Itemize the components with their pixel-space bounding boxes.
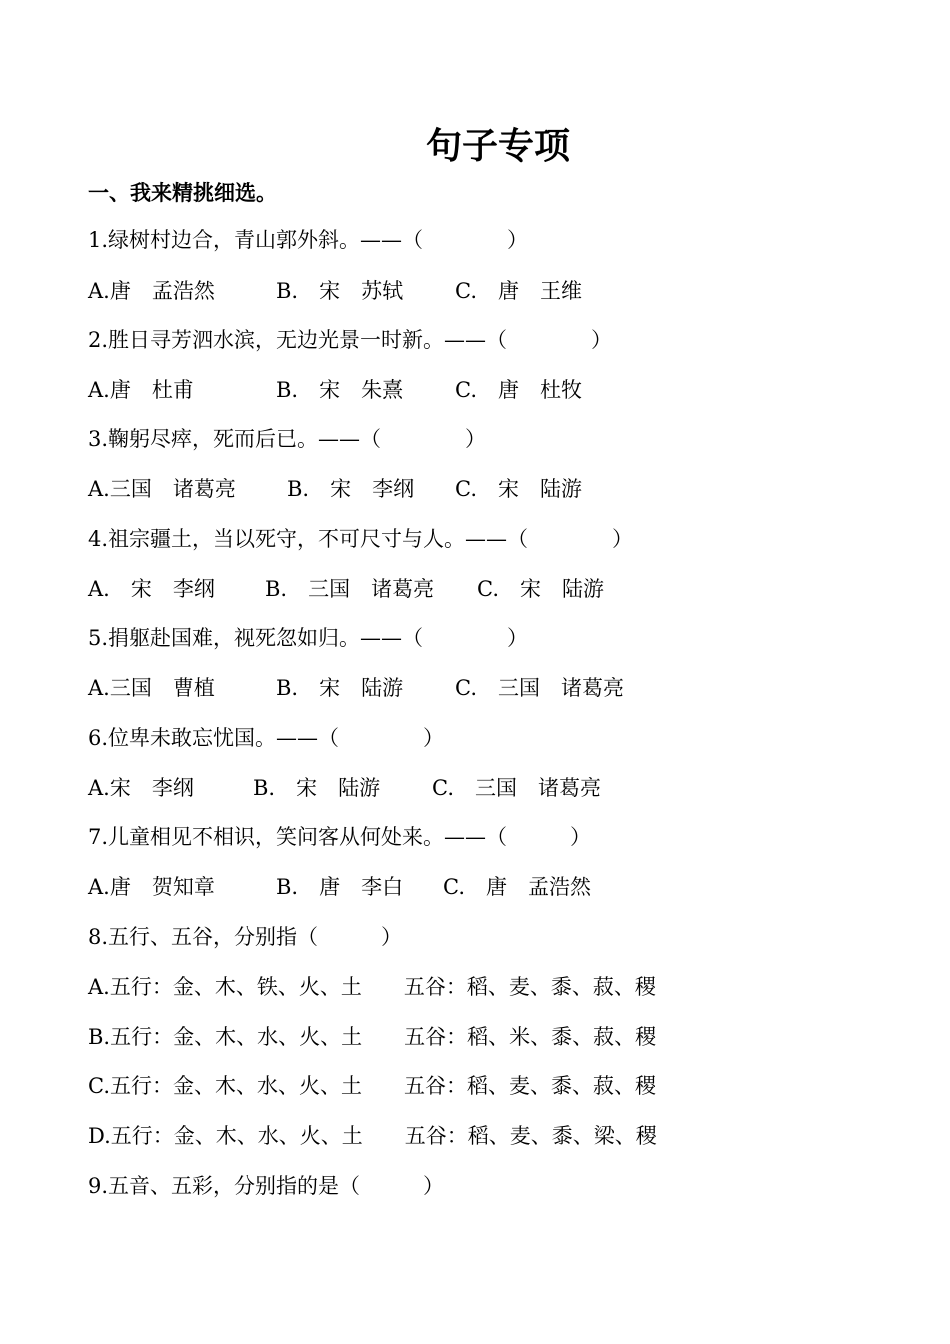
question-stem: 8.五行、五谷，分别指（ ） [88, 925, 403, 949]
question-options [88, 773, 788, 803]
option-c: C. 唐 孟浩然 [443, 875, 591, 899]
option-c: C. 唐 杜牧 [455, 378, 582, 402]
option-c: C. 宋 陆游 [477, 577, 604, 601]
option-c: C. 三国 诸葛亮 [455, 676, 624, 700]
option-a: A.三国 诸葛亮 [88, 477, 236, 501]
question-options [88, 276, 788, 306]
section-heading: 一、我来精挑细选。 [88, 181, 277, 205]
option-a: A. 宋 李纲 [88, 577, 215, 601]
option-a: A.三国 曹植 [88, 676, 215, 700]
option-b: B. 宋 苏轼 [276, 279, 404, 303]
question-options [88, 872, 788, 902]
option-a: A.唐 贺知章 [88, 875, 215, 899]
question-options [88, 673, 788, 703]
option-b: B. 宋 李纲 [287, 477, 415, 501]
option-b: B. 三国 诸葛亮 [265, 577, 435, 601]
option-a: A.宋 李纲 [88, 776, 194, 800]
option-c: C. 宋 陆游 [455, 477, 582, 501]
option-a: A.五行：金、木、铁、火、土 五谷：稻、麦、黍、菽、稷 [88, 975, 656, 999]
option-b: B. 宋 朱熹 [276, 378, 404, 402]
question-stem: 7.儿童相见不相识，笑问客从何处来。——（ ） [88, 825, 592, 849]
option-c: C. 三国 诸葛亮 [432, 776, 601, 800]
option-b: B. 唐 李白 [276, 875, 404, 899]
option-c: C. 唐 王维 [455, 279, 582, 303]
option-b: B. 宋 陆游 [276, 676, 404, 700]
question-stem: 4.祖宗疆土，当以死守，不可尺寸与人。——（ ） [88, 527, 634, 551]
question-stem: 6.位卑未敢忘忧国。——（ ） [88, 726, 445, 750]
question-stem: 2.胜日寻芳泗水滨，无边光景一时新。——（ ） [88, 328, 613, 352]
option-c: C.五行：金、木、水、火、土 五谷：稻、麦、黍、菽、稷 [88, 1074, 656, 1098]
question-options [88, 375, 788, 405]
option-b: B. 宋 陆游 [253, 776, 381, 800]
page-title: 句子专项 [425, 126, 570, 167]
question-stem: 9.五音、五彩，分别指的是（ ） [88, 1174, 445, 1198]
question-stem: 3.鞠躬尽瘁，死而后已。——（ ） [88, 427, 487, 451]
option-b: B.五行：金、木、水、火、土 五谷：稻、米、黍、菽、稷 [88, 1025, 657, 1049]
option-a: A.唐 杜甫 [88, 378, 194, 402]
question-stem: 5.捐躯赴国难，视死忽如归。——（ ） [88, 626, 529, 650]
option-a: A.唐 孟浩然 [88, 279, 215, 303]
question-options [88, 574, 788, 604]
option-d: D.五行：金、木、水、火、土 五谷：稻、麦、黍、梁、稷 [88, 1124, 657, 1148]
question-options [88, 474, 788, 504]
question-stem: 1.绿树村边合，青山郭外斜。——（ ） [88, 228, 529, 252]
